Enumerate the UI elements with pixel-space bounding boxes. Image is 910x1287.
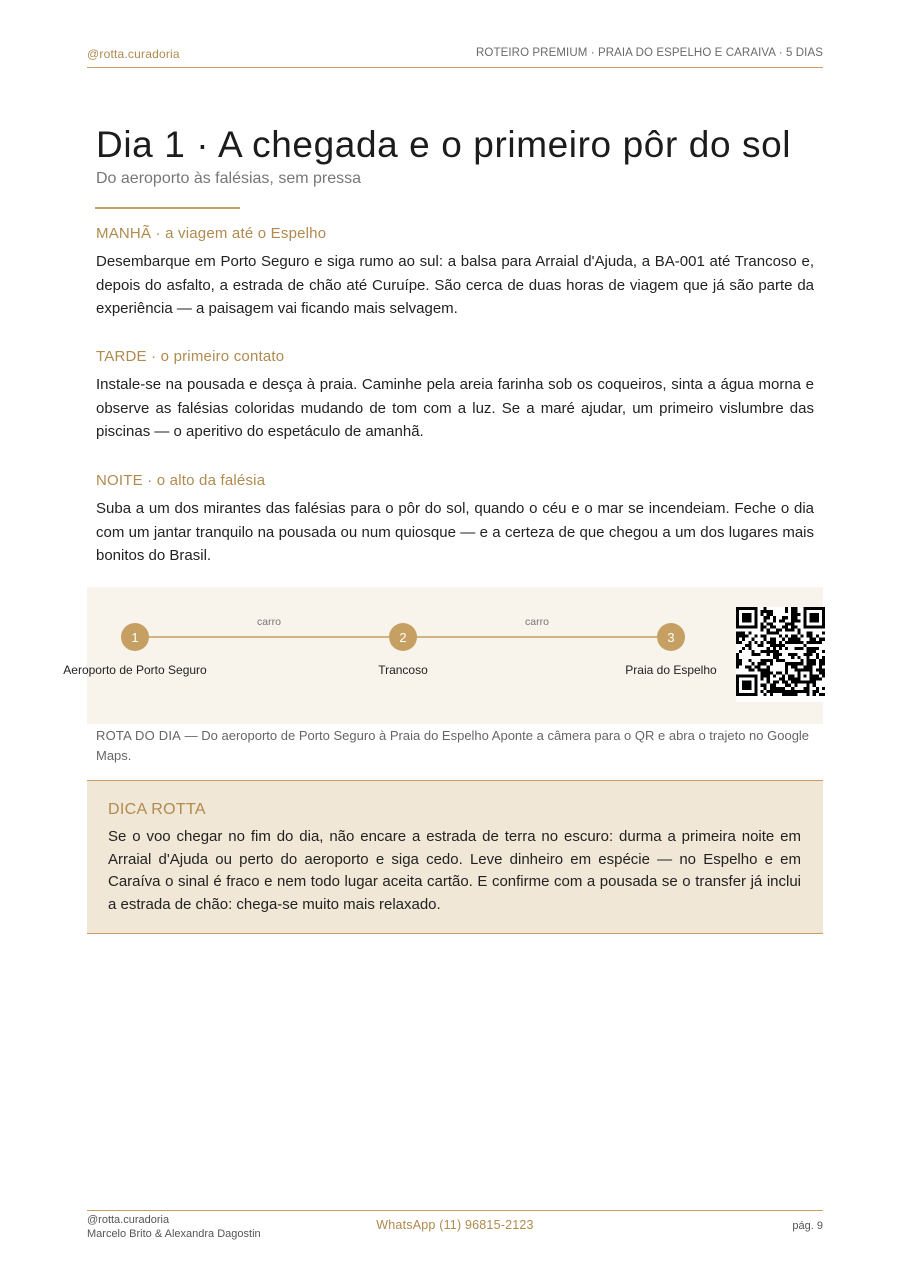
qr-code-image [736,607,825,696]
section-text-night: Suba a um dos mirantes das falésias para o pôr do sol, quando o céu e o mar se incendeiam. Feche o dia com um jantar tranquilo na pousada ou num quiosque — e a certeza de que chegou a um dos lugares mais bonitos do Brasil. [96,500,814,564]
section-text-afternoon: Instale-se na pousada e desça à praia. Caminhe pela areia farinha sob os coqueiros, sinta a água morna e observe as falésias coloridas mudando de tom com a luz. Se a maré ajudar, um primeiro vislumbre das piscinas — o aperitivo do espetáculo de amanhã. [96,376,814,440]
page-subtitle: Do aeroporto às falésias, sem pressa [96,170,362,187]
route-stop-number-1: 1 [131,630,139,645]
route-stop-name-3: Praia do Espelho [625,663,717,677]
route-caption-text: Do aeroporto de Porto Seguro à Praia do Espelho Aponte a câmera para o QR e abra o trajeto no Google Maps. [96,728,810,763]
section-text-morning: Desembarque em Porto Seguro e siga rumo ao sul: a balsa para Arraial d'Ajuda, a BA-001 até Trancoso e, depois do asfalto, a estrada de chão até Curuípe. São cerca de duas horas de viagem que já são parte da experiência — a paisagem vai ficando mais selvagem. [96,253,814,317]
segment-label-1: carro [257,616,281,628]
route-stop-number-2: 2 [399,630,407,645]
route-caption-title: ROTA DO DIA [96,728,182,743]
footer-authors: Marcelo Brito & Alexandra Dagostin [87,1228,261,1240]
section-heading-morning: MANHÃ · a viagem até o Espelho [96,225,327,242]
section-heading-night: NOITE · o alto da falésia [96,472,266,489]
tip-heading: DICA ROTTA [108,801,206,818]
route-svg [63,587,823,724]
title-divider [95,207,240,209]
route-stop-name-2: Trancoso [378,663,428,677]
route-diagram [63,587,823,724]
page-title: Dia 1 · A chegada e o primeiro pôr do sol [96,124,792,165]
header-handle: @rotta.curadoria [87,47,180,61]
route-stop-name-1: Aeroporto de Porto Seguro [63,663,207,677]
tip-box [87,780,823,934]
route-caption: ROTA DO DIA — Do aeroporto de Porto Seguro à Praia do Espelho Aponte a câmera para o QR e abra o trajeto no Google Maps. [96,728,810,763]
footer-page-number: pág. 9 [792,1220,823,1232]
segment-label-2: carro [525,616,549,628]
page-footer [87,1210,823,1250]
tip-text: Se o voo chegar no fim do dia, não encare a estrada de terra no escuro: durma a primeira noite em Arraial d'Ajuda ou perto do aeroporto e siga cedo. Leve dinheiro em espécie — no Espelho e em Caraíva o sinal é fraco e nem todo lugar aceita cartão. E confirme com a pousada se o transfer já inclui a estrada de chão: chega-se muito mais relaxado. [108,828,801,913]
footer-handle: @rotta.curadoria [87,1214,170,1226]
page-header [87,46,823,68]
route-stop-number-3: 3 [667,630,675,645]
section-heading-afternoon: TARDE · o primeiro contato [96,348,285,365]
footer-whatsapp-link[interactable]: WhatsApp (11) 96815-2123 [376,1218,534,1232]
qr-code[interactable] [736,607,831,702]
header-doc-title: ROTEIRO PREMIUM · PRAIA DO ESPELHO E CARAIVA · 5 DIAS [476,47,823,59]
